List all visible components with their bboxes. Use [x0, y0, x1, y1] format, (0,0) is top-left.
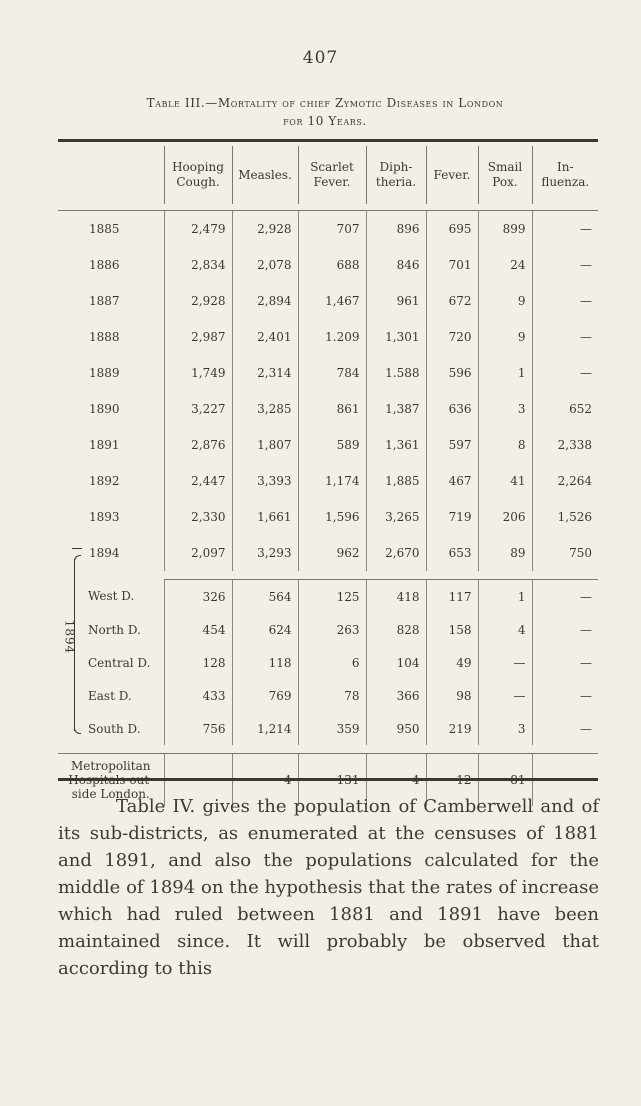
value-cell: 950 — [366, 712, 426, 745]
value-cell: 454 — [164, 613, 232, 646]
value-cell: 596 — [426, 355, 478, 391]
row-label: 1894 — [89, 546, 120, 560]
row-label: 1893 — [89, 510, 120, 524]
header-cell: Measles. — [232, 146, 298, 204]
header-blank — [58, 146, 164, 204]
row-label: 1888 — [89, 330, 120, 344]
value-cell: 2,338 — [532, 427, 598, 463]
value-cell: 125 — [298, 580, 366, 614]
value-cell: 78 — [298, 679, 366, 712]
value-cell: 2,078 — [232, 247, 298, 283]
year-row — [58, 319, 598, 355]
body-paragraph: Table IV. gives the population of Camberwell and of its sub-districts, as enumerated at the censuses of 1881 and 1891, and also the populations calculated for the middle of 1894 on the hypothesis that the rates of increase which had ruled between 1881 and 1891 have been maintained since. It will probably be observed that according to this — [58, 796, 599, 979]
value-cell: 597 — [426, 427, 478, 463]
value-cell: 1,214 — [232, 712, 298, 745]
value-cell: 720 — [426, 319, 478, 355]
value-cell: 1 — [478, 355, 532, 391]
value-cell: 861 — [298, 391, 366, 427]
row-label: West D. — [88, 589, 135, 604]
value-cell: 589 — [298, 427, 366, 463]
header-cell: Diph- theria. — [366, 146, 426, 204]
year-row — [58, 283, 598, 319]
value-cell: 896 — [366, 211, 426, 248]
value-cell: 158 — [426, 613, 478, 646]
value-cell: 98 — [426, 679, 478, 712]
row-label: East D. — [88, 688, 132, 703]
year-row — [58, 499, 598, 535]
value-cell: 672 — [426, 283, 478, 319]
row-label: 1886 — [89, 258, 120, 272]
value-cell: 3 — [478, 712, 532, 745]
year-row — [58, 427, 598, 463]
year-row — [58, 463, 598, 499]
row-label: 1885 — [89, 222, 120, 236]
year-row — [58, 391, 598, 427]
value-cell: 3,293 — [232, 535, 298, 571]
header-row — [58, 146, 598, 204]
value-cell: — — [478, 646, 532, 679]
value-cell: 1,467 — [298, 283, 366, 319]
value-cell: — — [532, 355, 598, 391]
value-cell: 750 — [532, 535, 598, 571]
year-row — [58, 211, 598, 248]
value-cell: 3,265 — [366, 499, 426, 535]
value-cell: 784 — [298, 355, 366, 391]
value-cell: 2,670 — [366, 535, 426, 571]
value-cell: 3,227 — [164, 391, 232, 427]
value-cell: 263 — [298, 613, 366, 646]
value-cell: 652 — [532, 391, 598, 427]
value-cell: 8 — [478, 427, 532, 463]
value-cell: 1,807 — [232, 427, 298, 463]
year-row — [58, 355, 598, 391]
value-cell: 49 — [426, 646, 478, 679]
value-cell: — — [532, 646, 598, 679]
value-cell: 3 — [478, 391, 532, 427]
value-cell: 6 — [298, 646, 366, 679]
value-cell: 707 — [298, 211, 366, 248]
value-cell: — — [532, 319, 598, 355]
value-cell: — — [532, 247, 598, 283]
top-rule — [58, 139, 598, 142]
value-cell: 467 — [426, 463, 478, 499]
value-cell: 756 — [164, 712, 232, 745]
year-row — [58, 535, 598, 571]
value-cell: 961 — [366, 283, 426, 319]
header-cell: Hooping Cough. — [164, 146, 232, 204]
value-cell: 564 — [232, 580, 298, 614]
header-cell: Scarlet Fever. — [298, 146, 366, 204]
value-cell: 701 — [426, 247, 478, 283]
value-cell: 3,393 — [232, 463, 298, 499]
value-cell: 1,387 — [366, 391, 426, 427]
value-cell: 2,928 — [232, 211, 298, 248]
value-cell: 2,987 — [164, 319, 232, 355]
value-cell: 433 — [164, 679, 232, 712]
value-cell: 769 — [232, 679, 298, 712]
row-label-line: Metropolitan — [71, 759, 151, 773]
value-cell: 89 — [478, 535, 532, 571]
value-cell: 3,285 — [232, 391, 298, 427]
value-cell: 1,885 — [366, 463, 426, 499]
year-row — [58, 247, 598, 283]
value-cell: 9 — [478, 283, 532, 319]
table-title-line-1: Table III.—Mortality of chief Zymotic Diseases in London — [146, 96, 504, 110]
value-cell: 1,301 — [366, 319, 426, 355]
value-cell: 4 — [478, 613, 532, 646]
value-cell: — — [478, 679, 532, 712]
value-cell: 1,749 — [164, 355, 232, 391]
value-cell: 2,097 — [164, 535, 232, 571]
value-cell: 118 — [232, 646, 298, 679]
district-row — [58, 679, 598, 712]
district-row — [58, 613, 598, 646]
value-cell: — — [532, 712, 598, 745]
value-cell: 206 — [478, 499, 532, 535]
value-cell: 1.588 — [366, 355, 426, 391]
brace-top-tick — [72, 548, 82, 549]
row-label: 1892 — [89, 474, 120, 488]
value-cell: 2,928 — [164, 283, 232, 319]
value-cell: — — [532, 283, 598, 319]
table-title-line-2: for 10 Years. — [283, 114, 367, 128]
table-title — [60, 94, 590, 130]
value-cell: 1,361 — [366, 427, 426, 463]
value-cell: 624 — [232, 613, 298, 646]
value-cell: 2,447 — [164, 463, 232, 499]
district-row — [58, 712, 598, 745]
value-cell: 418 — [366, 580, 426, 614]
value-cell: 636 — [426, 391, 478, 427]
value-cell: 2,401 — [232, 319, 298, 355]
value-cell: 326 — [164, 580, 232, 614]
value-cell: 695 — [426, 211, 478, 248]
district-row — [58, 646, 598, 679]
row-label: 1889 — [89, 366, 120, 380]
value-cell: 2,264 — [532, 463, 598, 499]
value-cell: 1,526 — [532, 499, 598, 535]
value-cell: 1,661 — [232, 499, 298, 535]
district-group-year: 1894 — [62, 619, 77, 655]
header-cell: In- fluenza. — [532, 146, 598, 204]
value-cell: 688 — [298, 247, 366, 283]
header-cell: Smail Pox. — [478, 146, 532, 204]
value-cell: — — [532, 580, 598, 614]
value-cell: — — [532, 211, 598, 248]
value-cell: — — [532, 679, 598, 712]
value-cell: 846 — [366, 247, 426, 283]
row-label: 1891 — [89, 438, 120, 452]
district-row — [58, 580, 598, 614]
row-label: Central D. — [88, 655, 151, 670]
value-cell: 117 — [426, 580, 478, 614]
value-cell: 219 — [426, 712, 478, 745]
header-cell: Fever. — [426, 146, 478, 204]
page-number: 407 — [302, 48, 339, 68]
value-cell: 366 — [366, 679, 426, 712]
value-cell: 1 — [478, 580, 532, 614]
value-cell: 41 — [478, 463, 532, 499]
value-cell: 2,894 — [232, 283, 298, 319]
value-cell: 2,330 — [164, 499, 232, 535]
value-cell: 2,479 — [164, 211, 232, 248]
value-cell: 128 — [164, 646, 232, 679]
value-cell: 2,834 — [164, 247, 232, 283]
value-cell: 1,174 — [298, 463, 366, 499]
row-label: 1890 — [89, 402, 120, 416]
value-cell: 359 — [298, 712, 366, 745]
value-cell: 1,596 — [298, 499, 366, 535]
row-label: North D. — [88, 622, 141, 637]
row-label-line: side London. — [71, 787, 150, 801]
row-label: 1887 — [89, 294, 120, 308]
value-cell: — — [532, 613, 598, 646]
value-cell: 2,314 — [232, 355, 298, 391]
value-cell: 653 — [426, 535, 478, 571]
row-label: South D. — [88, 721, 141, 736]
value-cell: 2,876 — [164, 427, 232, 463]
value-cell: 104 — [366, 646, 426, 679]
value-cell: 9 — [478, 319, 532, 355]
mortality-table — [58, 146, 598, 806]
bottom-rule — [58, 778, 598, 781]
value-cell: 719 — [426, 499, 478, 535]
value-cell: 1.209 — [298, 319, 366, 355]
value-cell: 899 — [478, 211, 532, 248]
value-cell: 24 — [478, 247, 532, 283]
value-cell: 962 — [298, 535, 366, 571]
value-cell: 828 — [366, 613, 426, 646]
